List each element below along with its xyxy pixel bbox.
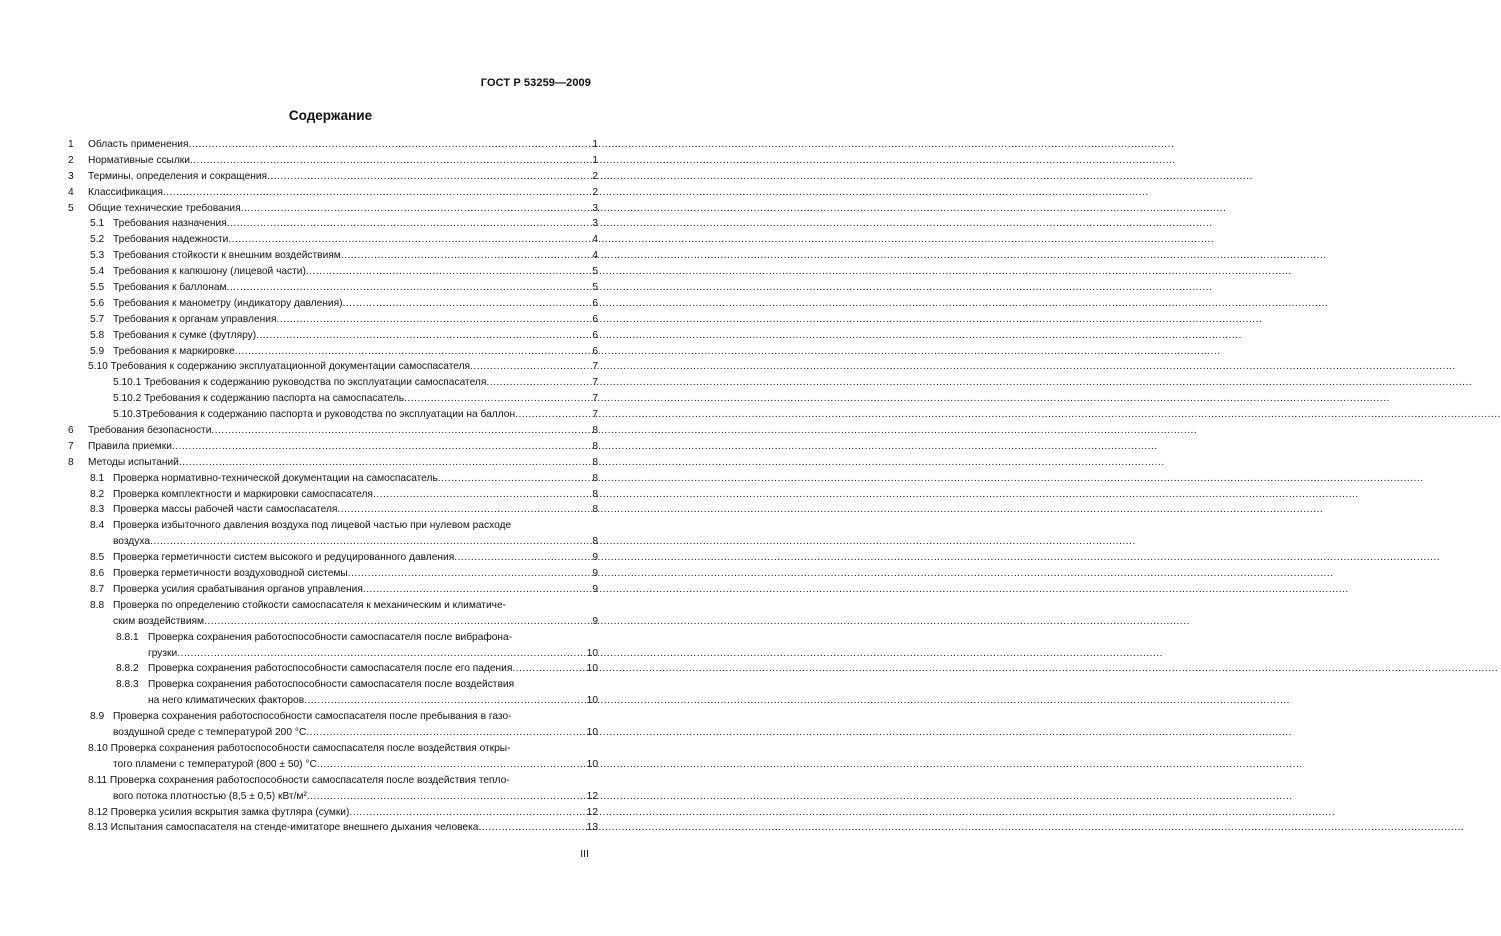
toc-entry[interactable]: [68, 137, 598, 153]
toc-entry-number: 5.6: [90, 297, 105, 309]
toc-entry-page: 7: [592, 393, 598, 405]
toc-entry-page: 9: [592, 615, 598, 627]
toc-entry-number: 5: [68, 202, 74, 214]
toc-entry-page: 8: [592, 488, 598, 500]
dot-leader: [515, 407, 588, 423]
dot-leader: [256, 328, 588, 344]
dot-leader: [241, 201, 588, 217]
toc-entry-title: на него климатических факторов: [148, 695, 305, 707]
toc-entry-title-line1: 8.10 Проверка сохранения работоспособности самоспасателя после воздействия откры-: [88, 742, 511, 754]
dot-leader: [470, 359, 588, 375]
toc-entry-title: Проверка массы рабочей части самоспасателя: [113, 504, 338, 516]
toc-entry[interactable]: [68, 487, 598, 503]
toc-entry-page: 9: [592, 568, 598, 580]
toc-entry-number: 5.4: [90, 266, 105, 278]
dot-leader: [337, 502, 588, 518]
toc-entry-title: 8.12 Проверка усилия вскрытия замка футляра (сумки): [88, 806, 350, 818]
toc-entry-title-line1: Проверка сохранения работоспособности самоспасателя после вибрафона-: [148, 631, 513, 643]
dot-leader: [478, 820, 586, 836]
toc-entry-title: Требования назначения: [113, 218, 227, 230]
dot-leader: [438, 471, 588, 487]
toc-entry-title: Проверка герметичности воздуховодной системы: [113, 568, 348, 580]
toc-entry[interactable]: [68, 741, 598, 773]
toc-entry-number: 5.3: [90, 250, 105, 262]
toc-entry-title: ским воздействиям: [113, 615, 205, 627]
toc-entry-number: 8.1: [90, 472, 105, 484]
toc-entry-number: 7: [68, 440, 74, 452]
toc-entry-page: 6: [592, 313, 598, 325]
toc-entry-number: 8.9: [90, 711, 105, 723]
toc-entry-page: 9: [592, 552, 598, 564]
toc-entry-number: 1: [68, 139, 74, 150]
toc-entry-title: Требования к капюшону (лицевой части): [113, 266, 306, 278]
toc-entry-page: 8: [592, 440, 598, 452]
toc-entry[interactable]: [68, 805, 598, 821]
toc-entry-title: того пламени с температурой (800 ± 50) °С: [113, 758, 317, 770]
toc-entry-page: 3: [592, 218, 598, 230]
dot-leader: [306, 725, 586, 741]
toc-entry-page: 7: [592, 361, 598, 373]
toc-entry[interactable]: [68, 661, 598, 677]
table-of-contents: [68, 137, 598, 836]
dot-leader: [373, 487, 588, 503]
toc-entry-title-line1: Проверка избыточного давления воздуха под лицевой частью при нулевом расходе: [113, 520, 512, 532]
dot-leader: [454, 550, 588, 566]
toc-entry-title: воздуха: [113, 536, 150, 548]
toc-entry[interactable]: [68, 582, 598, 598]
dot-leader: [512, 661, 586, 677]
toc-entry-number: 8.8.1: [116, 631, 139, 643]
toc-entry[interactable]: [68, 280, 598, 296]
toc-entry-page: 5: [592, 282, 598, 294]
toc-entry-page: 8: [592, 472, 598, 484]
toc-entry-page: 8: [592, 456, 598, 468]
dot-leader: [172, 439, 588, 455]
standard-code-header: ГОСТ Р 53259—2009: [480, 77, 591, 89]
toc-entry-page: 13: [586, 822, 598, 834]
dot-leader: [343, 296, 588, 312]
toc-entry-page: 2: [592, 186, 598, 198]
toc-entry[interactable]: [68, 359, 598, 375]
toc-entry-number: 5.9: [90, 345, 105, 357]
toc-entry-number: 8: [68, 456, 74, 468]
toc-entry-page: 7: [592, 377, 598, 389]
page-number: III: [580, 848, 589, 860]
toc-entry-title: 5.10.1 Требования к содержанию руководства по эксплуатации самоспасателя: [113, 377, 487, 389]
toc-entry[interactable]: [68, 773, 598, 805]
toc-entry[interactable]: [68, 344, 598, 360]
toc-entry[interactable]: [68, 455, 598, 471]
toc-entry-page: 10: [586, 727, 598, 739]
toc-entry-title: воздушной среде с температурой 200 °С: [113, 727, 307, 739]
toc-entry-page: 10: [586, 695, 598, 707]
toc-entry[interactable]: [68, 502, 598, 518]
dot-leader: [150, 534, 588, 550]
dot-leader: [276, 312, 588, 328]
toc-entry-title: Требования к манометру (индикатору давления): [113, 297, 343, 309]
toc-entry-number: 8.8.3: [116, 679, 139, 691]
toc-entry-title: 5.10.3Требования к содержанию паспорта и руководства по эксплуатации на баллон: [113, 409, 516, 421]
toc-entry-page: 8: [592, 425, 598, 437]
toc-entry-number: 8.2: [90, 488, 105, 500]
toc-entry-title: Общие технические требования: [88, 202, 241, 214]
toc-entry-number: 8.8: [90, 599, 105, 611]
dot-leader: [341, 248, 588, 264]
toc-entry-title: 8.13 Испытания самоспасателя на стенде-имитаторе внешнего дыхания человека: [88, 822, 479, 834]
toc-entry[interactable]: [68, 216, 598, 232]
toc-entry[interactable]: [68, 423, 598, 439]
dot-leader: [304, 693, 587, 709]
dot-leader: [348, 566, 588, 582]
dot-leader: [363, 582, 588, 598]
toc-entry[interactable]: [68, 439, 598, 455]
toc-entry-page: 10: [586, 647, 598, 659]
toc-entry-page: 6: [592, 345, 598, 357]
toc-entry-title-line1: Проверка сохранения работоспособности самоспасателя после пребывания в газо-: [113, 711, 512, 723]
toc-entry-title: Требования надежности: [113, 234, 229, 246]
toc-entry[interactable]: [68, 232, 598, 248]
dot-leader: [188, 137, 588, 153]
dot-leader: [211, 423, 588, 439]
toc-entry[interactable]: [68, 312, 598, 328]
toc-entry-title: Проверка комплектности и маркировки самоспасателя: [113, 488, 373, 500]
toc-entry-title: Проверка сохранения работоспособности самоспасателя после его падения: [148, 663, 513, 675]
toc-entry-title: Нормативные ссылки: [88, 154, 190, 166]
toc-entry-title-line1: Проверка по определению стойкости самоспасателя к механическим и климатиче-: [113, 599, 507, 611]
toc-entry-title: Требования к баллонам: [113, 282, 227, 294]
toc-entry-number: 5.2: [90, 234, 105, 246]
toc-entry-title: Методы испытаний: [88, 456, 179, 468]
dot-leader: [349, 805, 586, 821]
dot-leader: [404, 391, 588, 407]
toc-entry-title: Требования безопасности: [88, 425, 212, 437]
toc-entry-page: 12: [586, 790, 598, 802]
toc-entry[interactable]: [68, 296, 598, 312]
dot-leader: [204, 614, 588, 630]
toc-entry-page: 10: [586, 758, 598, 770]
toc-entry[interactable]: [68, 598, 598, 630]
toc-entry-page: 6: [592, 329, 598, 341]
toc-entry-page: 9: [592, 583, 598, 595]
toc-entry[interactable]: [68, 709, 598, 741]
toc-entry-title: вого потока плотностью (8,5 ± 0,5) кВт/м²: [113, 790, 307, 802]
toc-entry-title: Проверка герметичности систем высокого и редуцированного давления: [113, 552, 455, 564]
toc-entry-title: Проверка нормативно-технической документации на самоспасатель: [113, 472, 438, 484]
toc-entry-title: Термины, определения и сокращения: [88, 170, 268, 182]
dot-leader: [190, 153, 588, 169]
toc-entry-number: 2: [68, 154, 74, 166]
toc-entry-title: Область применения: [88, 139, 189, 150]
toc-entry-page: 8: [592, 504, 598, 516]
dot-leader: [228, 232, 588, 248]
toc-entry[interactable]: [68, 630, 598, 662]
toc-entry-page: 4: [592, 234, 598, 246]
toc-entry-title: Требования к сумке (футляру): [113, 329, 257, 341]
toc-entry-title: Требования к органам управления: [113, 313, 277, 325]
toc-entry-page: 12: [586, 806, 598, 818]
toc-entry-title: 5.10 Требования к содержанию эксплуатационной документации самоспасателя: [88, 361, 471, 373]
toc-entry-number: 5.1: [90, 218, 105, 230]
dot-leader: [317, 757, 587, 773]
toc-entry-number: 8.4: [90, 520, 105, 532]
toc-entry[interactable]: [68, 153, 598, 169]
toc-entry[interactable]: [68, 566, 598, 582]
dot-leader: [486, 375, 588, 391]
toc-entry[interactable]: [68, 248, 598, 264]
toc-entry[interactable]: [68, 550, 598, 566]
toc-entry[interactable]: [68, 471, 598, 487]
toc-entry-page: 1: [592, 154, 598, 166]
toc-entry-page: 1: [592, 139, 598, 150]
toc-entry[interactable]: [68, 407, 598, 423]
dot-leader: [163, 185, 588, 201]
toc-entry-title: 5.10.2 Требования к содержанию паспорта на самоспасатель: [113, 393, 405, 405]
dot-leader: [307, 789, 587, 805]
toc-entry[interactable]: [68, 518, 598, 550]
toc-entry-number: 8.6: [90, 568, 105, 580]
toc-entry-page: 4: [592, 250, 598, 262]
toc-entry[interactable]: [68, 375, 598, 391]
dot-leader: [306, 264, 588, 280]
toc-entry-number: 6: [68, 425, 74, 437]
toc-entry-page: 10: [586, 663, 598, 675]
toc-entry[interactable]: [68, 264, 598, 280]
toc-entry-number: 8.3: [90, 504, 105, 516]
dot-leader: [227, 280, 588, 296]
toc-entry-title-line1: 8.11 Проверка сохранения работоспособности самоспасателя после воздействия тепло-: [88, 774, 510, 786]
toc-entry-title: Требования стойкости к внешним воздействиям: [113, 250, 341, 262]
toc-entry-page: 8: [592, 536, 598, 548]
toc-entry[interactable]: [68, 328, 598, 344]
toc-entry[interactable]: [68, 391, 598, 407]
toc-entry-number: 5.8: [90, 329, 105, 341]
toc-entry-number: 5.7: [90, 313, 105, 325]
toc-entry[interactable]: [68, 677, 598, 709]
toc-entry[interactable]: [68, 185, 598, 201]
toc-entry-number: 3: [68, 170, 74, 182]
dot-leader: [267, 169, 588, 185]
toc-entry-number: 8.7: [90, 583, 105, 595]
dot-leader: [179, 455, 588, 471]
toc-entry-page: 5: [592, 266, 598, 278]
dot-leader: [227, 216, 588, 232]
toc-entry-title: Проверка усилия срабатывания органов управления: [113, 583, 363, 595]
toc-entry-page: 6: [592, 297, 598, 309]
toc-entry-page: 3: [592, 202, 598, 214]
dot-leader: [177, 646, 586, 662]
toc-entry-title: грузки: [148, 647, 178, 659]
toc-entry[interactable]: [68, 169, 598, 185]
toc-entry-title: Классификация: [88, 186, 163, 198]
toc-entry-number: 8.5: [90, 552, 105, 564]
toc-entry-page: 7: [592, 409, 598, 421]
page-title: Содержание: [288, 108, 373, 123]
toc-entry[interactable]: [68, 201, 598, 217]
toc-entry-number: 5.5: [90, 282, 105, 294]
toc-entry-page: 2: [592, 170, 598, 182]
toc-entry-number: 8.8.2: [116, 663, 139, 675]
toc-entry-title: Правила приемки: [88, 440, 172, 452]
toc-entry[interactable]: [68, 820, 598, 836]
toc-entry-number: 4: [68, 186, 74, 198]
dot-leader: [235, 344, 588, 360]
toc-entry-title: Требования к маркировке: [113, 345, 235, 357]
toc-entry-title-line1: Проверка сохранения работоспособности самоспасателя после воздействия: [148, 679, 515, 691]
